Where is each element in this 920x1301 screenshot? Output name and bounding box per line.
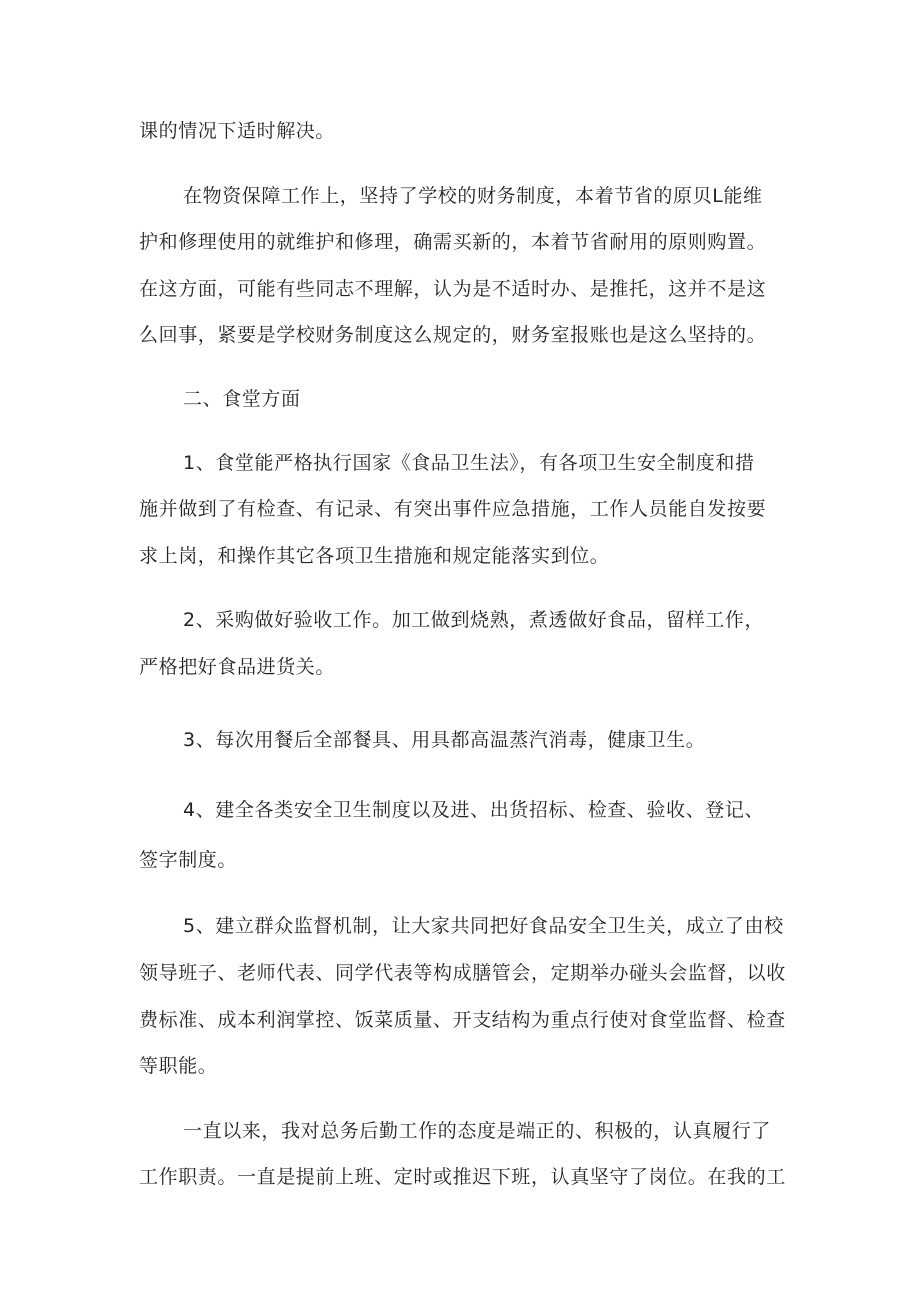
item-4-line-1: 4、建全各类安全卫生制度以及进、出货招标、检查、验收、登记、 <box>183 799 765 821</box>
paragraph-materials-line-4: 么回事，紧要是学校财务制度这么规定的，财务室报账也是这么坚持的。 <box>139 324 767 346</box>
item-1-line-1: 1、食堂能严格执行国家《食品卫生法》，有各项卫生安全制度和措 <box>183 452 755 474</box>
paragraph-continuation-line: 课的情况下适时解决。 <box>139 120 336 142</box>
paragraph-materials-line-1: 在物资保障工作上，坚持了学校的财务制度，本着节省的原贝L能维 <box>183 185 763 207</box>
paragraph-attitude-line-2: 工作职责。一直是提前上班、定时或推迟下班，认真坚守了岗位。在我的工 <box>139 1166 786 1188</box>
item-1-line-3: 求上岗，和操作其它各项卫生措施和规定能落实到位。 <box>139 545 610 567</box>
item-5-line-1: 5、建立群众监督机制，让大家共同把好食品安全卫生关，成立了由校 <box>183 915 784 937</box>
item-2-line-1: 2、采购做好验收工作。加工做到烧熟，煮透做好食品，留样工作， <box>183 609 765 631</box>
item-2-line-2: 严格把好食品进货关。 <box>139 656 336 678</box>
item-5-line-3: 费标准、成本利润掌控、饭菜质量、开支结构为重点行使对食堂监督、检查 <box>139 1009 786 1031</box>
paragraph-attitude-line-1: 一直以来，我对总务后勤工作的态度是端正的、积极的，认真履行了 <box>183 1120 772 1142</box>
paragraph-materials-line-3: 在这方面，可能有些同志不理解，认为是不适时办、是推托，这并不是这 <box>139 278 767 300</box>
item-5-line-2: 领导班子、老师代表、同学代表等构成膳管会，定期举办碰头会监督，以收 <box>139 962 786 984</box>
item-1-line-2: 施并做到了有检查、有记录、有突出事件应急措施，工作人员能自发按要 <box>139 498 767 520</box>
item-3-line-1: 3、每次用餐后全部餐具、用具都高温蒸汽消毒，健康卫生。 <box>183 729 706 751</box>
item-5-line-4: 等职能。 <box>139 1055 218 1077</box>
item-4-line-2: 签字制度。 <box>139 849 238 871</box>
section-heading-canteen: 二、食堂方面 <box>183 388 301 410</box>
paragraph-materials-line-2: 护和修理使用的就维护和修理，确需买新的，本着节省耐用的原则购置。 <box>139 231 767 253</box>
